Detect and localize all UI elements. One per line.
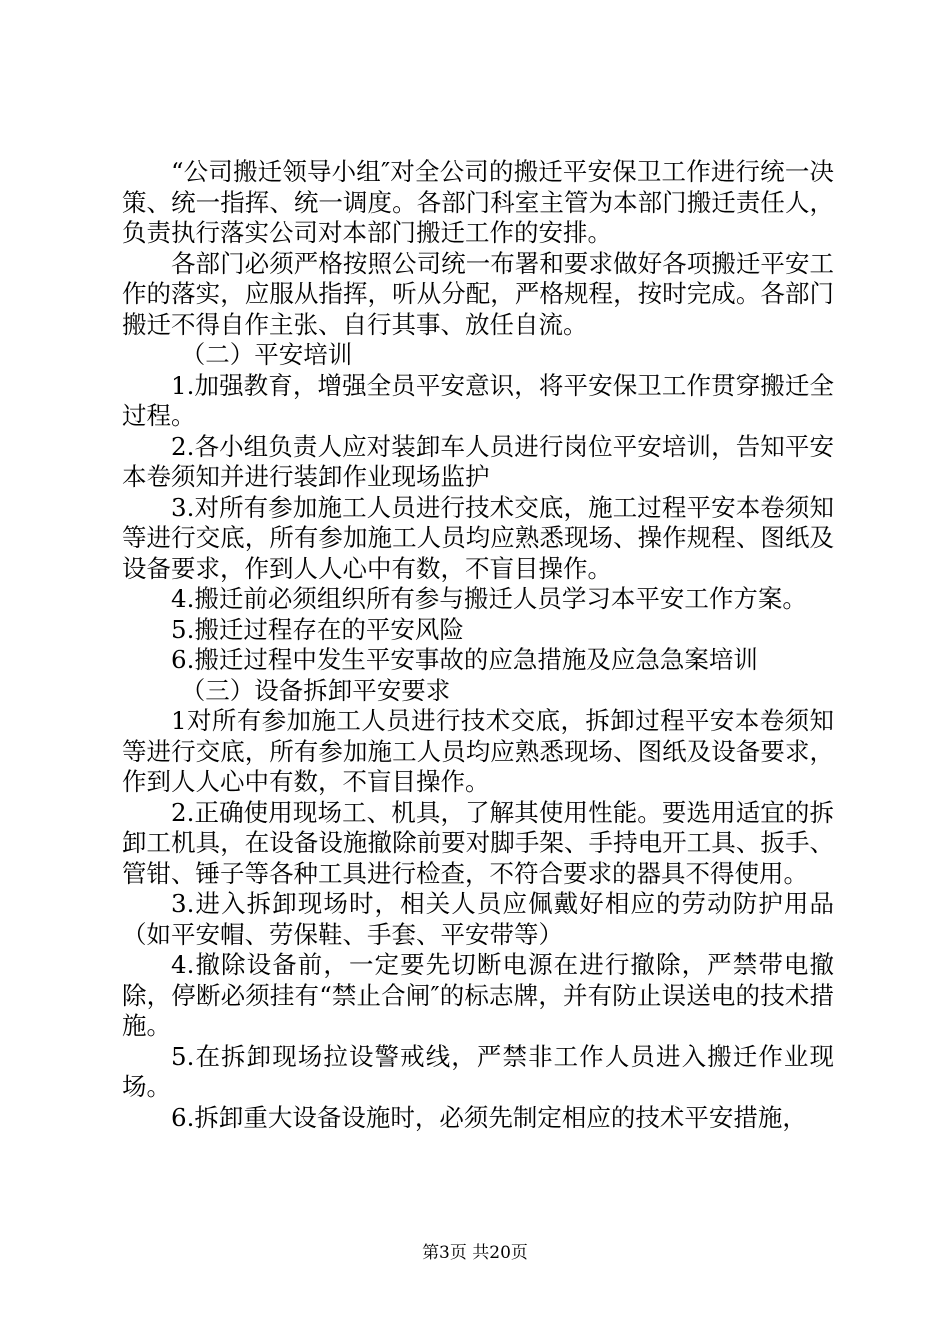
paragraph-3: 1.加强教育，增强全员平安意识，将平安保卫工作贯穿搬迁全过程。 [122, 370, 834, 430]
document-body [122, 157, 834, 1133]
paragraph-4: 2.各小组负责人应对装卸车人员进行岗位平安培训，告知平安本卷须知并进行装卸作业现场监护 [122, 431, 834, 491]
paragraph-7: 5.搬迁过程存在的平安风险 [171, 614, 464, 644]
paragraph-6: 4.搬迁前必须组织所有参与搬迁人员学习本平安工作方案。 [171, 584, 807, 613]
page-number-label: 第3页 共20页 [422, 1243, 528, 1263]
paragraph-10: 2.正确使用现场工、机具，了解其使用性能。要选用适宜的拆卸工机具，在设备设施撤除前要对脚手架、手持电开工具、扳手、管钳、锤子等各种工具进行检查，不符合要求的器具不得使用。 [122, 797, 834, 888]
paragraph-8: 6.搬迁过程中发生平安事故的应急措施及应急急案培训 [171, 645, 758, 674]
section-heading-2: （二）平安培训 [180, 340, 353, 369]
paragraph-14: 6.拆卸重大设备设施时，必须先制定相应的技术平安措施， [171, 1102, 807, 1132]
paragraph-13: 5.在拆卸现场拉设警戒线，严禁非工作人员进入搬迁作业现场。 [122, 1041, 834, 1101]
paragraph-11: 3.进入拆卸现场时，相关人员应佩戴好相应的劳动防护用品（如平安帽、劳保鞋、手套、平安带等） [122, 889, 834, 949]
paragraph-1: “公司搬迁领导小组″对全公司的搬迁平安保卫工作进行统一决策、统一指挥、统一调度。各部门科室主管为本部门搬迁责任人，负责执行落实公司对本部门搬迁工作的安排。 [122, 157, 834, 247]
paragraph-5: 3.对所有参加施工人员进行技术交底，施工过程平安本卷须知等进行交底，所有参加施工人员均应熟悉现场、操作规程、图纸及设备要求，作到人人心中有数，不盲目操作。 [122, 492, 834, 583]
paragraph-2: 各部门必须严格按照公司统一布署和要求做好各项搬迁平安工作的落实，应服从指挥，听从分配，严格规程，按时完成。各部门搬迁不得自作主张、自行其事、放任自流。 [122, 248, 834, 339]
page-footer [0, 1243, 950, 1263]
section-heading-3: （三）设备拆卸平安要求 [180, 675, 451, 705]
paragraph-9: 1对所有参加施工人员进行技术交底，拆卸过程平安本卷须知等进行交底，所有参加施工人员均应熟悉现场、图纸及设备要求，作到人人心中有数，不盲目操作。 [122, 706, 834, 796]
paragraph-12: 4.撤除设备前，一定要先切断电源在进行撤除，严禁带电撤除，停断必须挂有“禁止合闸″的标志牌，并有防止误送电的技术措施。 [122, 950, 834, 1040]
